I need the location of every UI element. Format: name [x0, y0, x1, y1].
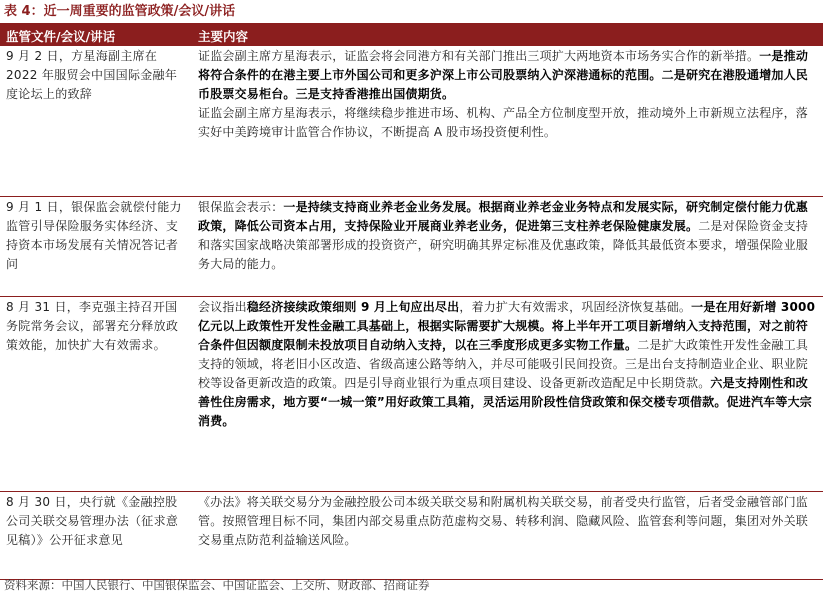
table-row — [0, 491, 823, 579]
event-cell: 9 月 2 日，方星海副主席在 2022 年服贸会中国国际金融年度论坛上的致辞 — [0, 46, 192, 196]
event-cell: 8 月 30 日，央行就《金融控股公司关联交易管理办法（征求意见稿）》公开征求意见 — [0, 491, 192, 579]
content-cell — [192, 196, 823, 296]
content-text: 证监会副主席方星海表示，将继续稳步推进市场、机构、产品全方位制度型开放，推动境外上市新规立法程序，落实好中美跨境审计监管合作协议，不断提高 A 股市场投资便利性。 — [198, 106, 809, 139]
content-bold-text: 一是在用好新增 3000 亿元以上政策性开发性金融工具基础上，根据实际需要扩大规模。将上半年开工项目新增纳入支持范围，对之前符合条件但因额度限制未投放项目自动纳入支持，以在三季度形成更多实物工作量。 — [198, 299, 816, 352]
table-row — [0, 196, 823, 296]
content-text: 会议指出 — [198, 299, 247, 314]
content-bold-text: 六是支持刚性和改善性住房需求，地方要“一城一策”用好政策工具箱，灵活运用阶段性信贷政策和保交楼专项借款。促进汽车等大宗消费。 — [198, 375, 812, 428]
content-cell — [192, 491, 823, 579]
content-text: 二是对保险资金支持和落实国家战略决策部署形成的投资资产，研究明确其界定标准及优惠政策，降低其最低资本要求，增强保险业服务大局的能力。 — [198, 218, 809, 271]
table-title: 表 4：近一周重要的监管政策/会议/讲话 — [4, 4, 236, 19]
source-note: 资料来源：中国人民银行、中国银保监会、中国证监会、上交所、财政部、招商证券 — [4, 578, 430, 592]
table-body — [0, 46, 823, 579]
content-text: 《办法》将关联交易分为金融控股公司本级关联交易和附属机构关联交易，前者受央行监管，后者受金融管部门监管。按照管理目标不同，集团内部交易重点防范虚构交易、转移利润、隐藏风险、监管套利等问题，集团对外关联交易重点防范利益输送风险。 — [198, 494, 809, 547]
content-bold-text: 稳经济接续政策细则 9 月上旬应出尽出 — [246, 299, 460, 314]
header-col-event: 监管文件/会议/讲话 — [0, 25, 192, 46]
table-row — [0, 46, 823, 196]
content-cell — [192, 296, 823, 491]
table-header-row — [0, 25, 823, 46]
content-cell — [192, 46, 823, 196]
header-col-content: 主要内容 — [192, 25, 823, 46]
content-bold-text: 一是持续支持商业养老金业务发展。根据商业养老金业务特点和发展实际，研究制定偿付能力优惠政策，降低公司资本占用，支持保险业开展商业养老业务，促进第三支柱养老保险健康发展。 — [198, 199, 809, 233]
table-row — [0, 296, 823, 491]
event-cell: 8 月 31 日，李克强主持召开国务院常务会议，部署充分释放政策效能，加快扩大有效需求。 — [0, 296, 192, 491]
content-text: ，着力扩大有效需求，巩固经济恢复基础。 — [459, 299, 692, 314]
content-bold-text: 一是推动将符合条件的在港主要上市外国公司和更多沪深上市公司股票纳入沪深港通标的范围。二是研究在港股通增加人民币股票交易柜台。三是支持香港推出国债期货。 — [198, 49, 809, 101]
policy-table — [0, 25, 823, 580]
content-text: 证监会副主席方星海表示，证监会将会同港方和有关部门推出三项扩大两地资本市场务实合作的新举措。 — [198, 49, 760, 63]
content-text: 银保监会表示： — [198, 199, 284, 214]
content-text: 二是扩大政策性开发性金融工具支持的领域，将老旧小区改造、省级高速公路等纳入，并尽可能吸引民间投资。三是出台支持制造业企业、职业院校等设备更新改造的政策。四是引导商业银行为重点项目建设、设备更新改造配足中长期贷款。 — [198, 337, 809, 390]
event-cell: 9 月 1 日，银保监会就偿付能力监管引导保险服务实体经济、支持资本市场发展有关情况答记者问 — [0, 196, 192, 296]
